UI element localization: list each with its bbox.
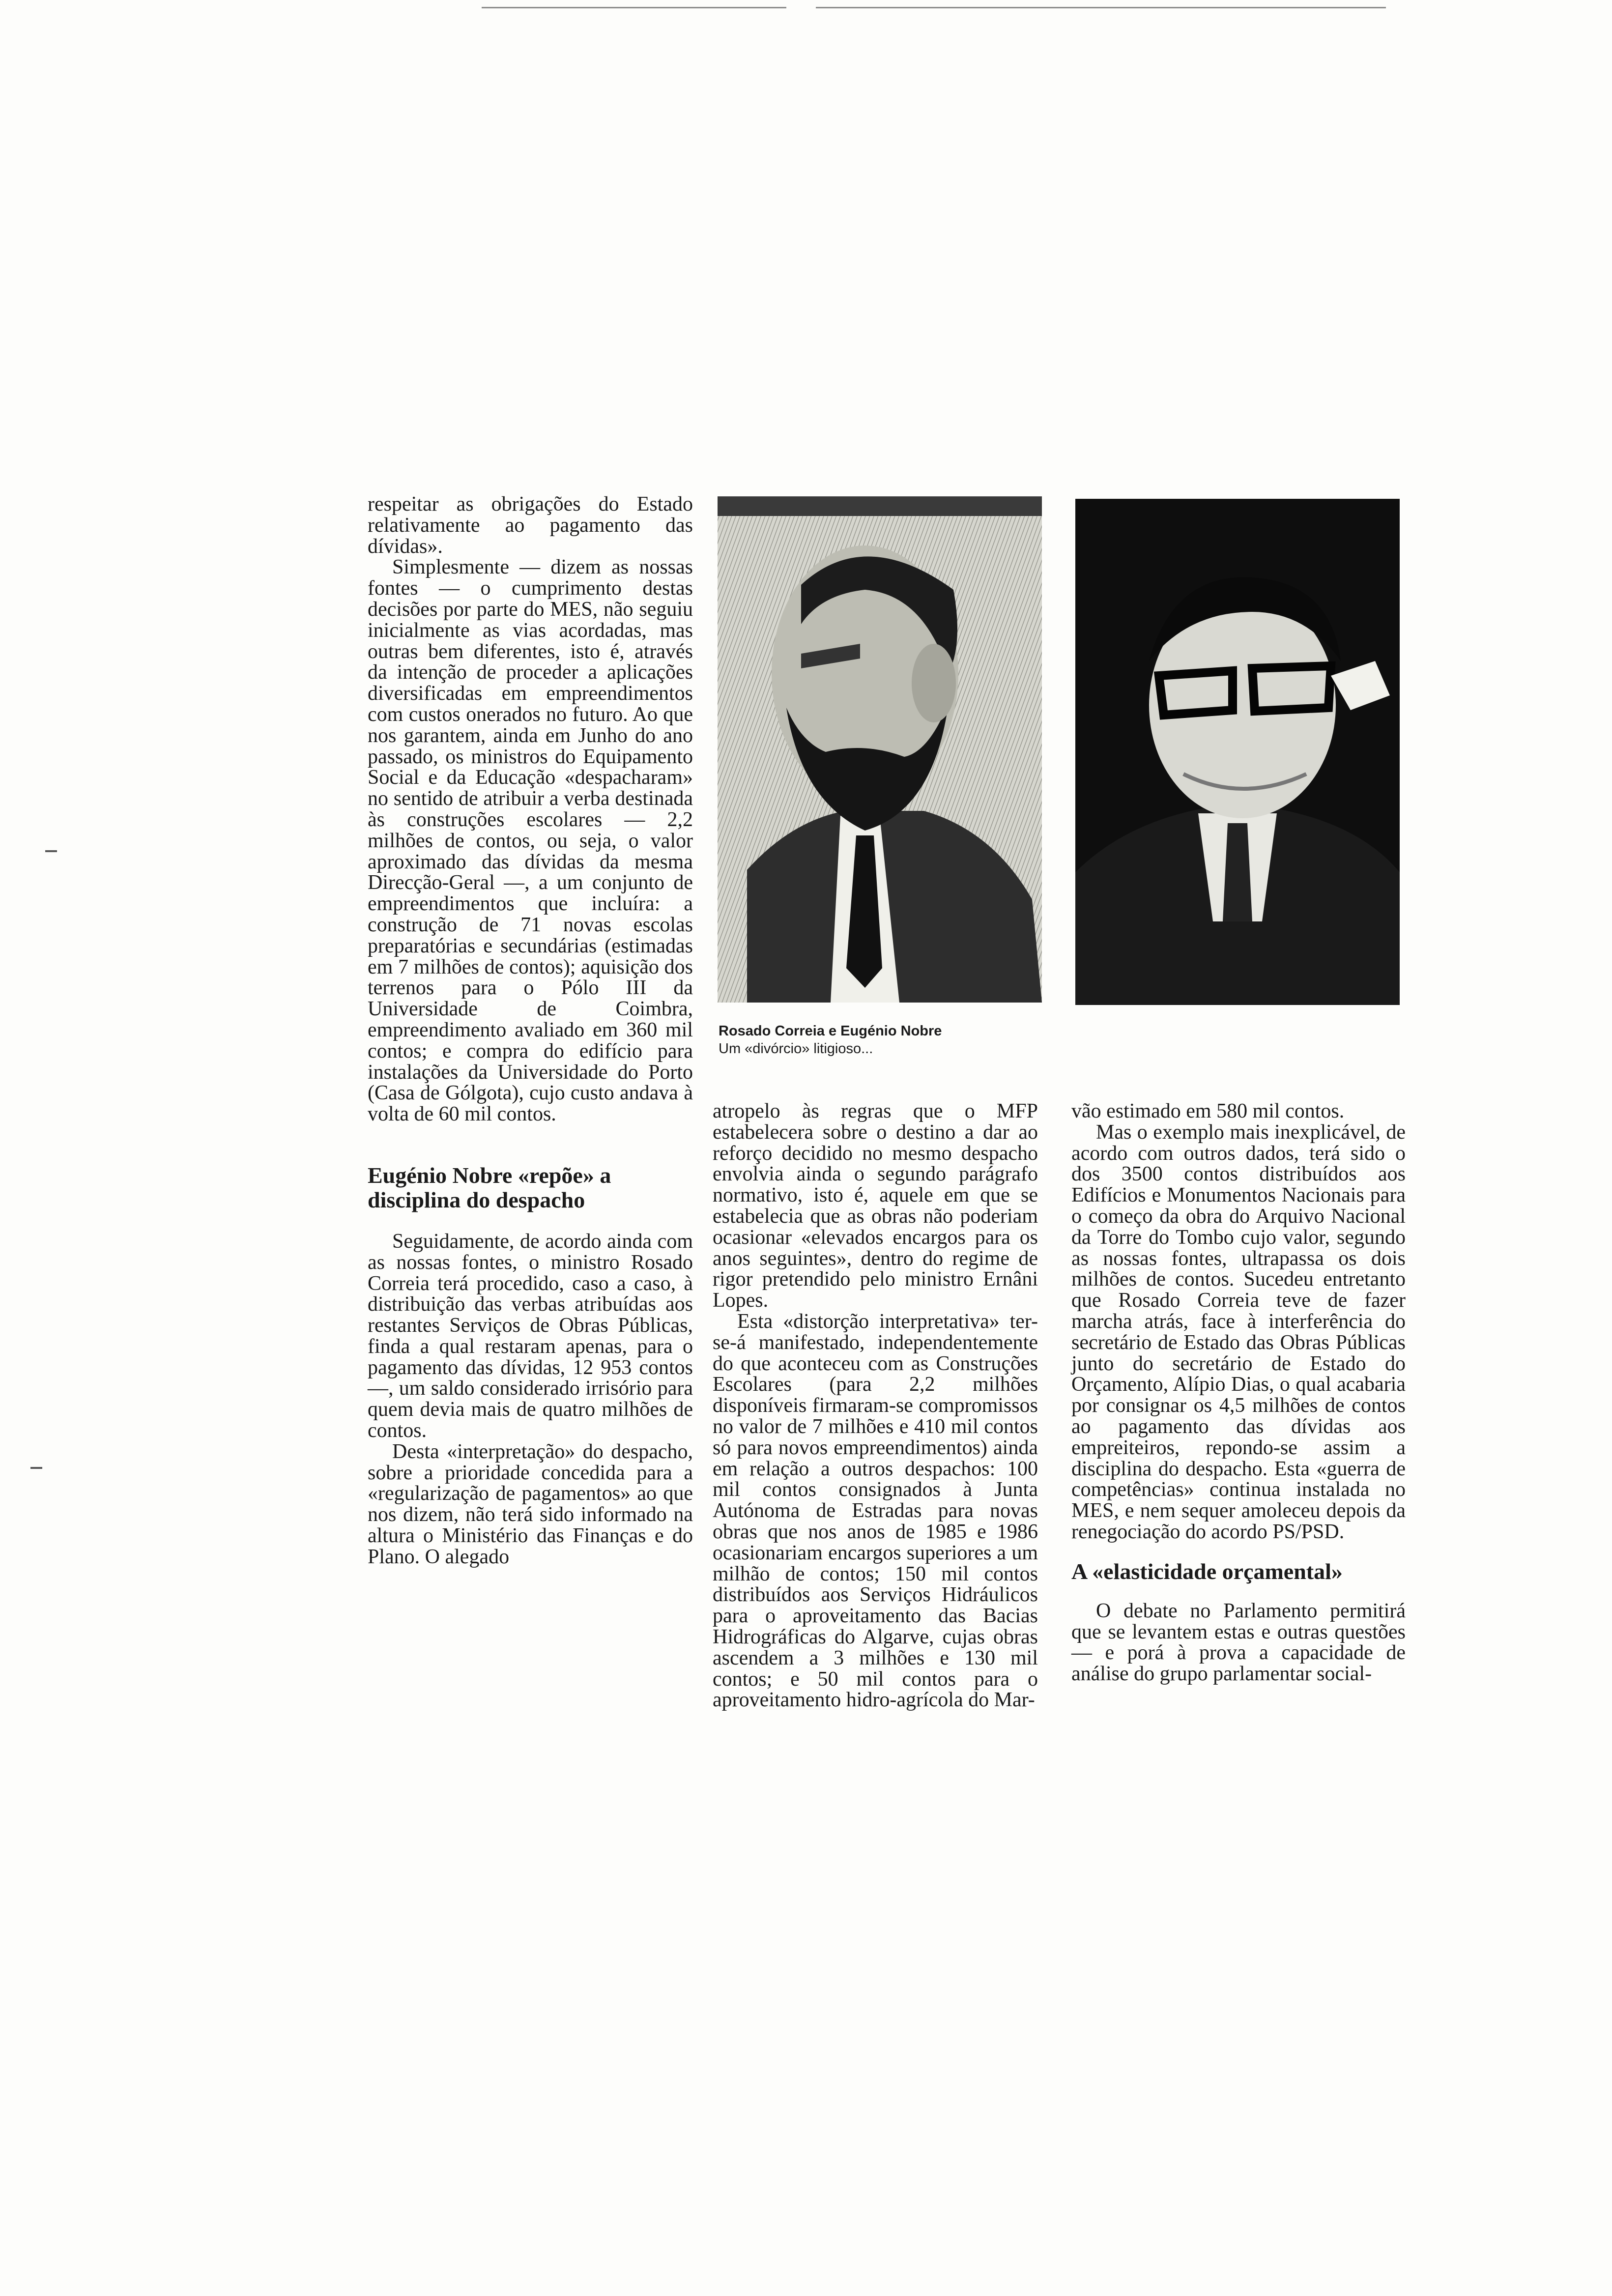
scan-speck [45,850,57,852]
paragraph: atropelo às regras que o MFP estabelecera sobre o destino a dar ao reforço decidido no mesmo despacho envolvia ainda o segundo parágrafo normativo, isto é, aquele em que se estabelecia que as obras não poderiam ocasionar «elevados encargos para os anos seguintes», dentro do regime de rigor pretendido pelo ministro Ernâni Lopes. [713,1100,1038,1312]
article-column-1 [368,494,693,1568]
paragraph: Simplesmente — dizem as nossas fontes — o cumprimento destas decisões por parte do MES, não seguiu inicialmente as vias acordadas, mas outras bem diferentes, isto é, através da intenção de proceder a aplicações diversificadas em empreendimentos com custos onerados no futuro. Ao que nos garantem, ainda em Junho do ano passado, os ministros do Equipamento Social e da Educação «despacharam» no sentido de atribuir a verba destinada às construções escolares — 2,2 milhões de contos, ou seja, o valor aproximado das dívidas da mesma Direcção-Geral —, a um conjunto de empreendimentos que incluíra: a construção de 71 novas escolas preparatórias e secundárias (estimadas em 7 milhões de contos); aquisição dos terrenos para o Pólo III da Universidade de Coimbra, empreendimento avaliado em 360 mil contos; e compra do edifício para instalações da Universidade do Porto (Casa de Gólgota), cujo custo andava à volta de 60 mil contos. [368,556,693,1126]
caption-names: Rosado Correia e Eugénio Nobre [719,1023,942,1039]
photo-rosado-correia [718,496,1042,1003]
caption-text: Um «divórcio» litigioso... [719,1041,873,1057]
scan-speck [30,1467,42,1469]
portrait-man-with-glasses-image [1075,499,1400,1005]
photo-eugenio-nobre [1075,499,1400,1005]
paragraph: Mas o exemplo mais inexplicável, de acordo com outros dados, terá sido o dos 3500 contos distribuídos aos Edifícios e Monumentos Nacionais para o começo da obra do Arquivo Nacional da Torre do Tombo cujo valor, segundo as nossas fontes, ultrapassa os dois milhões de contos. Sucedeu entretanto que Rosado Correia teve de fazer marcha atrás, face à interferência do secretário de Estado das Obras Públicas junto do secretário de Estado do Orçamento, Alípio Dias, o qual acabaria por consignar os 4,5 milhões de contos ao pagamento das dívidas aos empreiteiros, repondo-se assim a disciplina do despacho. Esta «guerra de competências» continua instalada no MES, e nem sequer amoleceu depois da renegociação do acordo PS/PSD. [1071,1120,1406,1543]
article-column-2 [713,1101,1038,1711]
section-subhead: Eugénio Nobre «repõe» a disciplina do despacho [368,1162,611,1212]
paragraph: Esta «distorção interpretativa» ter-se-á manifestado, independentemente do que aconteceu com as Construções Escolares (para 2,2 milhões disponíveis firmaram-se compromissos no valor de 7 milhões e 410 mil contos só para novos empreendimentos) ainda em relação a outros despachos: 100 mil contos consignados à Junta Autónoma de Estradas para novas obras que nos anos de 1985 e 1986 ocasionariam encargos superiores a um milhão de contos; 150 mil contos distribuídos aos Serviços Hidráulicos para o aproveitamento das Bacias Hidrográficas do Algarve, cujas obras ascendem a 3 milhões e 130 mil contos; e 50 mil contos para o aproveitamento hidro-agrícola do Mar- [713,1310,1038,1712]
article-column-3 [1071,1101,1406,1685]
paragraph: Desta «interpretação» do despacho, sobre a prioridade concedida para a «regularização de pagamentos» ao que nos dizem, não terá sido informado na altura o Ministério das Finanças e do Plano. O alegado [368,1440,693,1568]
section-subhead: A «elasticidade orçamental» [1071,1558,1343,1584]
portrait-bearded-man-image [718,496,1042,1003]
photo-caption [719,1022,1063,1058]
paragraph: O debate no Parlamento permitirá que se levantem estas e outras questões — e porá à prova a capacidade de análise do grupo parlamentar social- [1071,1599,1406,1686]
scan-edge-line-2 [816,7,1386,8]
paragraph: respeitar as obrigações do Estado relativamente ao pagamento das dívidas». [368,493,693,558]
paragraph: vão estimado em 580 mil contos. [1071,1100,1345,1122]
paragraph: Seguidamente, de acordo ainda com as nossas fontes, o ministro Rosado Correia terá procedido, caso a caso, à distribuição das verbas atribuídas aos restantes Serviços de Obras Públicas, finda a qual restaram apenas, para o pagamento das dívidas, 12 953 contos —, um saldo considerado irrisório para quem devia mais de quatro milhões de contos. [368,1230,693,1442]
scan-edge-line [482,7,786,8]
